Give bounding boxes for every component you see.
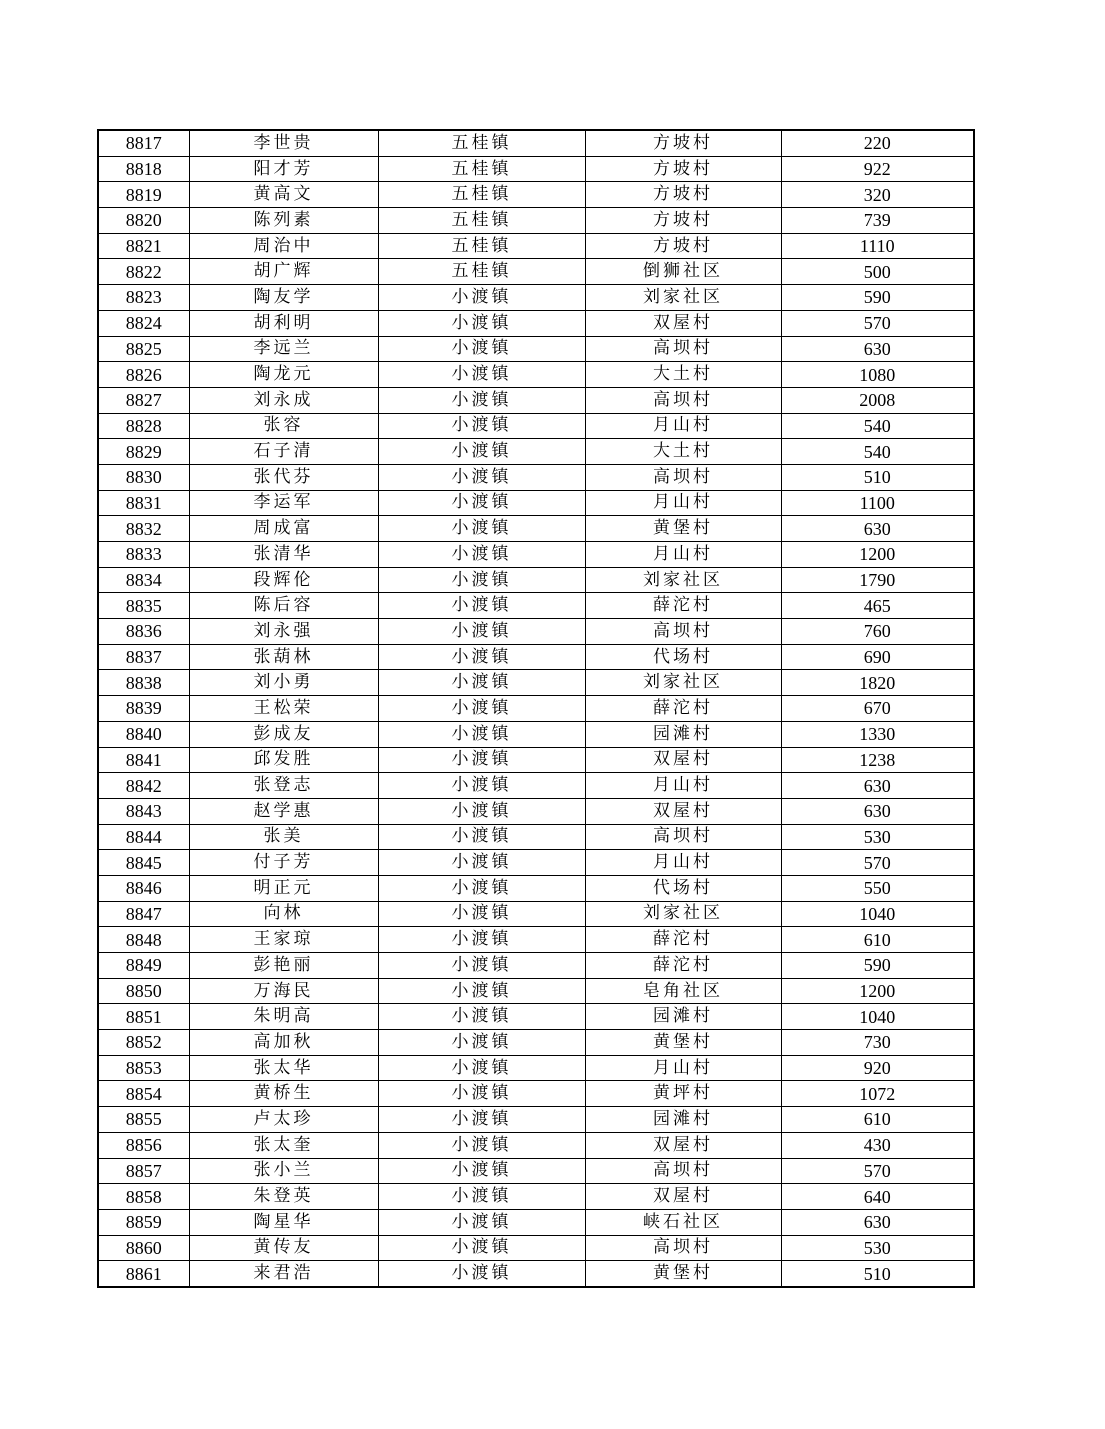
village-cell: 倒狮社区 <box>585 259 781 285</box>
town-cell: 小渡镇 <box>378 439 585 465</box>
row-id-cell: 8844 <box>98 824 189 850</box>
village-cell: 双屋村 <box>585 1184 781 1210</box>
amount-cell: 540 <box>781 439 974 465</box>
amount-cell: 570 <box>781 1158 974 1184</box>
table-row <box>98 439 974 465</box>
amount-cell: 1200 <box>781 978 974 1004</box>
name-cell: 黄传友 <box>189 1235 378 1261</box>
row-id-cell: 8827 <box>98 387 189 413</box>
village-cell: 大土村 <box>585 362 781 388</box>
table-row <box>98 696 974 722</box>
village-cell: 薛沱村 <box>585 593 781 619</box>
name-cell: 张太奎 <box>189 1132 378 1158</box>
name-cell: 胡利明 <box>189 310 378 336</box>
town-cell: 五桂镇 <box>378 259 585 285</box>
row-id-cell: 8861 <box>98 1261 189 1287</box>
amount-cell: 1100 <box>781 490 974 516</box>
name-cell: 张葫林 <box>189 644 378 670</box>
town-cell: 小渡镇 <box>378 1081 585 1107</box>
row-id-cell: 8856 <box>98 1132 189 1158</box>
amount-cell: 1072 <box>781 1081 974 1107</box>
town-cell: 小渡镇 <box>378 953 585 979</box>
row-id-cell: 8839 <box>98 696 189 722</box>
name-cell: 周治中 <box>189 233 378 259</box>
name-cell: 张清华 <box>189 542 378 568</box>
village-cell: 方坡村 <box>585 233 781 259</box>
row-id-cell: 8854 <box>98 1081 189 1107</box>
town-cell: 小渡镇 <box>378 1004 585 1030</box>
town-cell: 小渡镇 <box>378 362 585 388</box>
table-row <box>98 1055 974 1081</box>
table-row <box>98 773 974 799</box>
village-cell: 双屋村 <box>585 310 781 336</box>
table-row <box>98 1107 974 1133</box>
amount-cell: 640 <box>781 1184 974 1210</box>
table-row <box>98 285 974 311</box>
village-cell: 月山村 <box>585 413 781 439</box>
name-cell: 张登志 <box>189 773 378 799</box>
row-id-cell: 8832 <box>98 516 189 542</box>
village-cell: 高坝村 <box>585 464 781 490</box>
table-row <box>98 156 974 182</box>
amount-cell: 510 <box>781 464 974 490</box>
village-cell: 月山村 <box>585 490 781 516</box>
table-row <box>98 824 974 850</box>
table-row <box>98 233 974 259</box>
amount-cell: 590 <box>781 285 974 311</box>
name-cell: 赵学惠 <box>189 798 378 824</box>
name-cell: 张代芬 <box>189 464 378 490</box>
village-cell: 大土村 <box>585 439 781 465</box>
row-id-cell: 8847 <box>98 901 189 927</box>
row-id-cell: 8859 <box>98 1209 189 1235</box>
town-cell: 小渡镇 <box>378 542 585 568</box>
name-cell: 王家琼 <box>189 927 378 953</box>
village-cell: 薛沱村 <box>585 927 781 953</box>
village-cell: 双屋村 <box>585 1132 781 1158</box>
table-row <box>98 1081 974 1107</box>
village-cell: 园滩村 <box>585 721 781 747</box>
row-id-cell: 8833 <box>98 542 189 568</box>
town-cell: 小渡镇 <box>378 464 585 490</box>
amount-cell: 739 <box>781 208 974 234</box>
table-row <box>98 1261 974 1287</box>
name-cell: 高加秋 <box>189 1030 378 1056</box>
data-table <box>97 129 975 1288</box>
name-cell: 李远兰 <box>189 336 378 362</box>
village-cell: 月山村 <box>585 773 781 799</box>
table-row <box>98 1132 974 1158</box>
table-row <box>98 464 974 490</box>
village-cell: 月山村 <box>585 850 781 876</box>
row-id-cell: 8830 <box>98 464 189 490</box>
village-cell: 代场村 <box>585 875 781 901</box>
table-row <box>98 1209 974 1235</box>
town-cell: 小渡镇 <box>378 1030 585 1056</box>
town-cell: 小渡镇 <box>378 1132 585 1158</box>
village-cell: 薛沱村 <box>585 953 781 979</box>
amount-cell: 1080 <box>781 362 974 388</box>
name-cell: 刘永强 <box>189 619 378 645</box>
table-row <box>98 542 974 568</box>
row-id-cell: 8840 <box>98 721 189 747</box>
amount-cell: 670 <box>781 696 974 722</box>
table-row <box>98 208 974 234</box>
name-cell: 张容 <box>189 413 378 439</box>
name-cell: 朱明高 <box>189 1004 378 1030</box>
village-cell: 代场村 <box>585 644 781 670</box>
amount-cell: 530 <box>781 1235 974 1261</box>
row-id-cell: 8823 <box>98 285 189 311</box>
row-id-cell: 8821 <box>98 233 189 259</box>
row-id-cell: 8824 <box>98 310 189 336</box>
village-cell: 黄坪村 <box>585 1081 781 1107</box>
village-cell: 方坡村 <box>585 182 781 208</box>
row-id-cell: 8855 <box>98 1107 189 1133</box>
name-cell: 陶龙元 <box>189 362 378 388</box>
town-cell: 小渡镇 <box>378 978 585 1004</box>
amount-cell: 540 <box>781 413 974 439</box>
town-cell: 小渡镇 <box>378 1209 585 1235</box>
name-cell: 付子芳 <box>189 850 378 876</box>
town-cell: 小渡镇 <box>378 490 585 516</box>
village-cell: 峡石社区 <box>585 1209 781 1235</box>
amount-cell: 1238 <box>781 747 974 773</box>
amount-cell: 1820 <box>781 670 974 696</box>
row-id-cell: 8829 <box>98 439 189 465</box>
village-cell: 黄堡村 <box>585 1030 781 1056</box>
town-cell: 小渡镇 <box>378 927 585 953</box>
table-row <box>98 1158 974 1184</box>
village-cell: 高坝村 <box>585 619 781 645</box>
amount-cell: 570 <box>781 850 974 876</box>
village-cell: 皂角社区 <box>585 978 781 1004</box>
village-cell: 刘家社区 <box>585 901 781 927</box>
town-cell: 五桂镇 <box>378 182 585 208</box>
row-id-cell: 8857 <box>98 1158 189 1184</box>
town-cell: 小渡镇 <box>378 387 585 413</box>
row-id-cell: 8836 <box>98 619 189 645</box>
village-cell: 方坡村 <box>585 130 781 156</box>
name-cell: 来君浩 <box>189 1261 378 1287</box>
village-cell: 月山村 <box>585 1055 781 1081</box>
village-cell: 刘家社区 <box>585 670 781 696</box>
table-row <box>98 182 974 208</box>
name-cell: 周成富 <box>189 516 378 542</box>
town-cell: 小渡镇 <box>378 1184 585 1210</box>
town-cell: 小渡镇 <box>378 670 585 696</box>
table-row <box>98 387 974 413</box>
village-cell: 园滩村 <box>585 1107 781 1133</box>
town-cell: 小渡镇 <box>378 747 585 773</box>
row-id-cell: 8826 <box>98 362 189 388</box>
name-cell: 张太华 <box>189 1055 378 1081</box>
amount-cell: 922 <box>781 156 974 182</box>
amount-cell: 1330 <box>781 721 974 747</box>
name-cell: 向林 <box>189 901 378 927</box>
town-cell: 小渡镇 <box>378 850 585 876</box>
name-cell: 黄高文 <box>189 182 378 208</box>
village-cell: 双屋村 <box>585 747 781 773</box>
table-row <box>98 721 974 747</box>
table-row <box>98 1235 974 1261</box>
name-cell: 胡广辉 <box>189 259 378 285</box>
table-row <box>98 1030 974 1056</box>
town-cell: 小渡镇 <box>378 285 585 311</box>
name-cell: 明正元 <box>189 875 378 901</box>
table-row <box>98 310 974 336</box>
village-cell: 高坝村 <box>585 824 781 850</box>
table-row <box>98 413 974 439</box>
amount-cell: 510 <box>781 1261 974 1287</box>
town-cell: 小渡镇 <box>378 516 585 542</box>
name-cell: 石子清 <box>189 439 378 465</box>
table-row <box>98 362 974 388</box>
amount-cell: 570 <box>781 310 974 336</box>
name-cell: 陈列素 <box>189 208 378 234</box>
name-cell: 李世贵 <box>189 130 378 156</box>
town-cell: 小渡镇 <box>378 644 585 670</box>
row-id-cell: 8849 <box>98 953 189 979</box>
table-row <box>98 953 974 979</box>
name-cell: 彭成友 <box>189 721 378 747</box>
name-cell: 段辉伦 <box>189 567 378 593</box>
village-cell: 方坡村 <box>585 208 781 234</box>
table-row <box>98 644 974 670</box>
town-cell: 小渡镇 <box>378 619 585 645</box>
row-id-cell: 8822 <box>98 259 189 285</box>
name-cell: 邱发胜 <box>189 747 378 773</box>
town-cell: 小渡镇 <box>378 798 585 824</box>
table-row <box>98 747 974 773</box>
name-cell: 陶友学 <box>189 285 378 311</box>
row-id-cell: 8851 <box>98 1004 189 1030</box>
village-cell: 高坝村 <box>585 387 781 413</box>
table-row <box>98 516 974 542</box>
amount-cell: 630 <box>781 798 974 824</box>
town-cell: 小渡镇 <box>378 1107 585 1133</box>
name-cell: 陈后容 <box>189 593 378 619</box>
row-id-cell: 8853 <box>98 1055 189 1081</box>
amount-cell: 220 <box>781 130 974 156</box>
amount-cell: 630 <box>781 336 974 362</box>
name-cell: 张美 <box>189 824 378 850</box>
row-id-cell: 8834 <box>98 567 189 593</box>
row-id-cell: 8846 <box>98 875 189 901</box>
town-cell: 五桂镇 <box>378 233 585 259</box>
name-cell: 阳才芳 <box>189 156 378 182</box>
table-row <box>98 619 974 645</box>
amount-cell: 1200 <box>781 542 974 568</box>
amount-cell: 630 <box>781 1209 974 1235</box>
table-row <box>98 927 974 953</box>
town-cell: 小渡镇 <box>378 1235 585 1261</box>
amount-cell: 1040 <box>781 901 974 927</box>
town-cell: 小渡镇 <box>378 901 585 927</box>
name-cell: 卢太珍 <box>189 1107 378 1133</box>
name-cell: 朱登英 <box>189 1184 378 1210</box>
amount-cell: 1790 <box>781 567 974 593</box>
town-cell: 小渡镇 <box>378 413 585 439</box>
row-id-cell: 8860 <box>98 1235 189 1261</box>
village-cell: 黄堡村 <box>585 1261 781 1287</box>
name-cell: 刘小勇 <box>189 670 378 696</box>
row-id-cell: 8825 <box>98 336 189 362</box>
amount-cell: 610 <box>781 927 974 953</box>
town-cell: 五桂镇 <box>378 208 585 234</box>
table-row <box>98 567 974 593</box>
name-cell: 张小兰 <box>189 1158 378 1184</box>
town-cell: 小渡镇 <box>378 696 585 722</box>
town-cell: 小渡镇 <box>378 310 585 336</box>
row-id-cell: 8828 <box>98 413 189 439</box>
amount-cell: 430 <box>781 1132 974 1158</box>
town-cell: 五桂镇 <box>378 156 585 182</box>
amount-cell: 730 <box>781 1030 974 1056</box>
row-id-cell: 8831 <box>98 490 189 516</box>
village-cell: 方坡村 <box>585 156 781 182</box>
amount-cell: 500 <box>781 259 974 285</box>
amount-cell: 1040 <box>781 1004 974 1030</box>
row-id-cell: 8841 <box>98 747 189 773</box>
table-row <box>98 850 974 876</box>
town-cell: 小渡镇 <box>378 567 585 593</box>
village-cell: 双屋村 <box>585 798 781 824</box>
table-row <box>98 798 974 824</box>
village-cell: 黄堡村 <box>585 516 781 542</box>
table-row <box>98 1004 974 1030</box>
table-row <box>98 130 974 156</box>
town-cell: 五桂镇 <box>378 130 585 156</box>
table-row <box>98 1184 974 1210</box>
table-row <box>98 490 974 516</box>
amount-cell: 630 <box>781 773 974 799</box>
table-row <box>98 593 974 619</box>
amount-cell: 590 <box>781 953 974 979</box>
name-cell: 陶星华 <box>189 1209 378 1235</box>
row-id-cell: 8818 <box>98 156 189 182</box>
village-cell: 月山村 <box>585 542 781 568</box>
name-cell: 黄桥生 <box>189 1081 378 1107</box>
row-id-cell: 8819 <box>98 182 189 208</box>
town-cell: 小渡镇 <box>378 824 585 850</box>
village-cell: 刘家社区 <box>585 567 781 593</box>
name-cell: 刘永成 <box>189 387 378 413</box>
amount-cell: 690 <box>781 644 974 670</box>
name-cell: 王松荣 <box>189 696 378 722</box>
name-cell: 万海民 <box>189 978 378 1004</box>
amount-cell: 630 <box>781 516 974 542</box>
amount-cell: 530 <box>781 824 974 850</box>
village-cell: 高坝村 <box>585 336 781 362</box>
amount-cell: 610 <box>781 1107 974 1133</box>
town-cell: 小渡镇 <box>378 1055 585 1081</box>
town-cell: 小渡镇 <box>378 773 585 799</box>
town-cell: 小渡镇 <box>378 593 585 619</box>
amount-cell: 320 <box>781 182 974 208</box>
row-id-cell: 8817 <box>98 130 189 156</box>
table-row <box>98 978 974 1004</box>
row-id-cell: 8845 <box>98 850 189 876</box>
amount-cell: 1110 <box>781 233 974 259</box>
row-id-cell: 8858 <box>98 1184 189 1210</box>
amount-cell: 465 <box>781 593 974 619</box>
amount-cell: 760 <box>781 619 974 645</box>
table-row <box>98 336 974 362</box>
town-cell: 小渡镇 <box>378 1158 585 1184</box>
table-row <box>98 875 974 901</box>
table-row <box>98 259 974 285</box>
amount-cell: 2008 <box>781 387 974 413</box>
row-id-cell: 8837 <box>98 644 189 670</box>
table-row <box>98 901 974 927</box>
table-body <box>98 130 974 1287</box>
town-cell: 小渡镇 <box>378 1261 585 1287</box>
row-id-cell: 8835 <box>98 593 189 619</box>
name-cell: 彭艳丽 <box>189 953 378 979</box>
village-cell: 园滩村 <box>585 1004 781 1030</box>
amount-cell: 550 <box>781 875 974 901</box>
row-id-cell: 8848 <box>98 927 189 953</box>
town-cell: 小渡镇 <box>378 721 585 747</box>
row-id-cell: 8820 <box>98 208 189 234</box>
town-cell: 小渡镇 <box>378 875 585 901</box>
row-id-cell: 8838 <box>98 670 189 696</box>
amount-cell: 920 <box>781 1055 974 1081</box>
row-id-cell: 8842 <box>98 773 189 799</box>
row-id-cell: 8852 <box>98 1030 189 1056</box>
village-cell: 高坝村 <box>585 1158 781 1184</box>
village-cell: 高坝村 <box>585 1235 781 1261</box>
village-cell: 薛沱村 <box>585 696 781 722</box>
name-cell: 李运军 <box>189 490 378 516</box>
town-cell: 小渡镇 <box>378 336 585 362</box>
village-cell: 刘家社区 <box>585 285 781 311</box>
row-id-cell: 8850 <box>98 978 189 1004</box>
row-id-cell: 8843 <box>98 798 189 824</box>
table-row <box>98 670 974 696</box>
